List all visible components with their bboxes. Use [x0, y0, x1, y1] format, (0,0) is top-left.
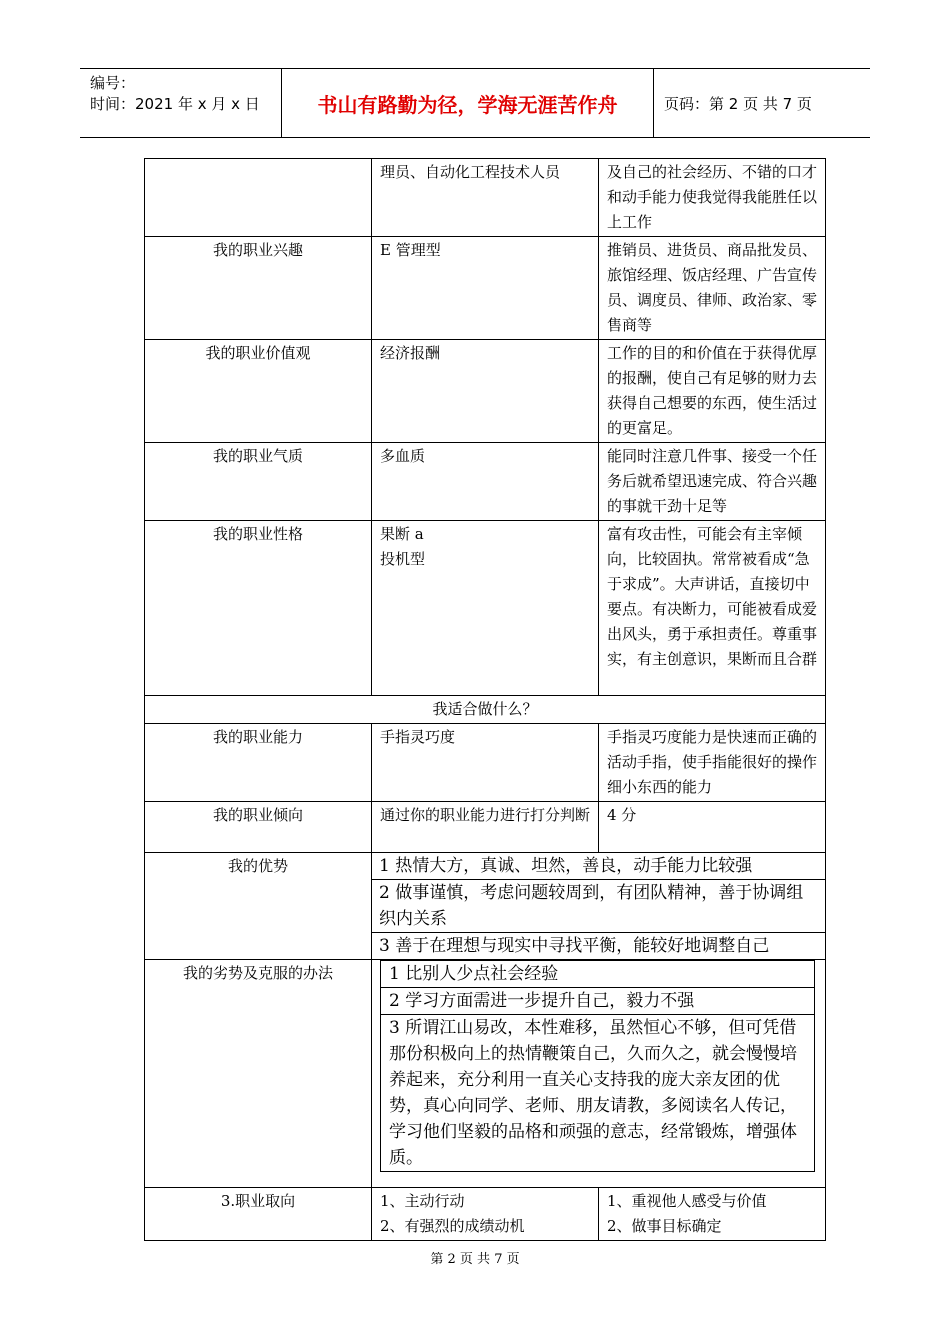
orientation-right [599, 1188, 826, 1241]
list-item: 2 学习方面需进一步提升自己，毅力不强 [381, 987, 814, 1014]
table-row [145, 237, 826, 340]
orientation-item: 1、主动行动 [380, 1192, 465, 1210]
section-title: 我适合做什么？ [145, 696, 826, 724]
row-label: 我的优势 [145, 853, 372, 960]
page-footer: 第 2 页 共 7 页 [430, 1252, 520, 1267]
row-description: 4 分 [599, 802, 826, 853]
document-number-label: 编号： [90, 74, 136, 92]
table-row [145, 724, 826, 802]
section-row [145, 696, 826, 724]
table-row [145, 340, 826, 443]
table-row [145, 521, 826, 696]
list-item: 2 做事谨慎，考虑问题较周到，有团队精神，善于协调组织内关系 [372, 879, 825, 932]
header-page-info: 页码：第 2 页 共 7 页 [664, 94, 812, 113]
row-type [372, 521, 599, 696]
personality-type-line: 果断 a [380, 525, 424, 543]
row-description: 能同时注意几件事、接受一个任务后就希望迅速完成、符合兴趣的事就干劲十足等 [599, 443, 826, 521]
row-label: 我的职业倾向 [145, 802, 372, 853]
disadvantages-list [372, 960, 826, 1188]
table-row [145, 802, 826, 853]
list-item: 1 热情大方，真诚、坦然，善良，动手能力比较强 [379, 856, 753, 876]
row-label: 3.职业取向 [145, 1188, 372, 1241]
row-label: 我的职业气质 [145, 443, 372, 521]
orientation-item: 1、重视他人感受与价值 [607, 1192, 767, 1210]
row-label: 我的劣势及克服的办法 [145, 960, 372, 1188]
row-type: 经济报酬 [372, 340, 599, 443]
row-label: 我的职业价值观 [145, 340, 372, 443]
table-row [145, 159, 826, 237]
document-time-label: 时间：2021 年 x 月 x 日 [90, 95, 260, 113]
row-label: 我的职业性格 [145, 521, 372, 696]
row-type: 理员、自动化工程技术人员 [372, 159, 599, 237]
page-header [80, 68, 870, 138]
advantages-list [372, 853, 826, 960]
orientation-item: 2、有强烈的成绩动机 [380, 1217, 525, 1235]
row-description: 推销员、进货员、商品批发员、旅馆经理、饭店经理、广告宣传员、调度员、律师、政治家、零售商等 [599, 237, 826, 340]
orientation-item: 2、做事目标确定 [607, 1217, 722, 1235]
row-type: E 管理型 [372, 237, 599, 340]
personality-type-line: 投机型 [380, 550, 426, 568]
header-motto: 书山有路勤为径，学海无涯苦作舟 [282, 69, 654, 137]
row-type: 手指灵巧度 [372, 724, 599, 802]
row-description: 富有攻击性，可能会有主宰倾向，比较固执。常常被看成“急于求成”。大声讲话，直接切中要点。有决断力，可能被看成爱出风头，勇于承担责任。尊重事实，有主创意识，果断而且合群 [599, 521, 826, 696]
list-item: 1 比别人少点社会经验 [389, 964, 559, 984]
table-row [145, 443, 826, 521]
header-meta [80, 69, 282, 137]
row-description: 及自己的社会经历、不错的口才和动手能力使我觉得我能胜任以上工作 [599, 159, 826, 237]
table-row [145, 853, 826, 960]
table-row [145, 1188, 826, 1241]
row-label [145, 159, 372, 237]
list-item: 3 所谓江山易改，本性难移，虽然恒心不够，但可凭借那份积极向上的热情鞭策自己，久而久之，就会慢慢培养起来，充分利用一直关心支持我的庞大亲友团的优势，真心向同学、老师、朋友请教，多阅读名人传记，学习他们坚毅的品格和顽强的意志，经常锻炼，增强体质。 [381, 1014, 814, 1171]
row-type: 多血质 [372, 443, 599, 521]
row-label: 我的职业兴趣 [145, 237, 372, 340]
row-description: 手指灵巧度能力是快速而正确的活动手指，使手指能很好的操作细小东西的能力 [599, 724, 826, 802]
list-item: 3 善于在理想与现实中寻找平衡，能较好地调整自己 [372, 932, 825, 959]
career-plan-table [144, 158, 826, 1241]
row-label: 我的职业能力 [145, 724, 372, 802]
orientation-left [372, 1188, 599, 1241]
table-row [145, 960, 826, 1188]
row-description: 工作的目的和价值在于获得优厚的报酬，使自己有足够的财力去获得自己想要的东西，使生活过的更富足。 [599, 340, 826, 443]
disadvantages-box [380, 960, 815, 1172]
row-type: 通过你的职业能力进行打分判断 [372, 802, 599, 853]
